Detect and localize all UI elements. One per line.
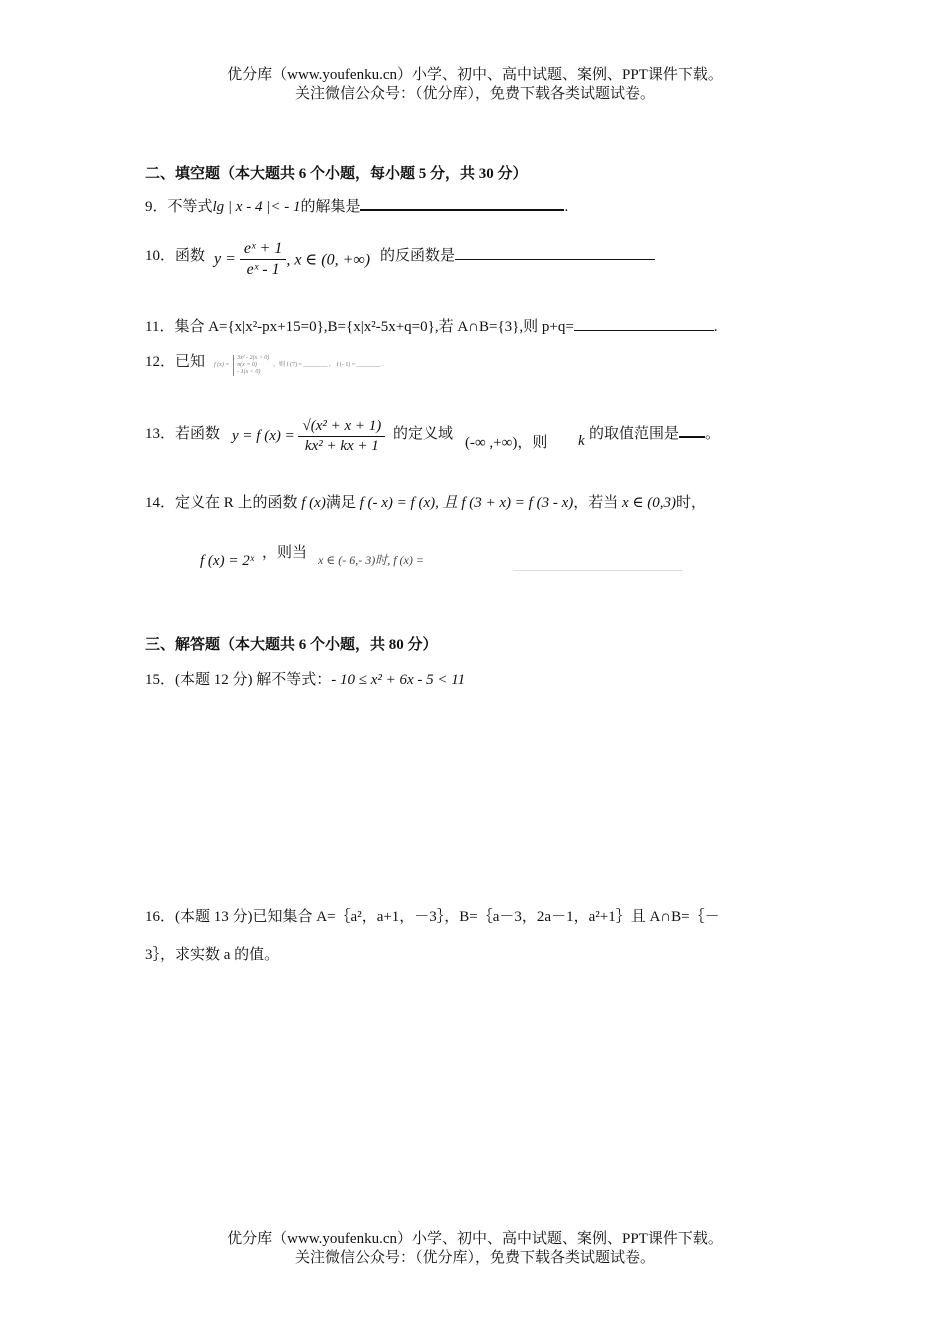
q13-fraction (298, 418, 385, 455)
question-9 (145, 195, 568, 216)
q9-suffix: 的解集是 (300, 199, 361, 215)
q15-expr: - 10 ≤ x² + 6x - 5 < 11 (331, 672, 466, 688)
q13-lhs: y = f (x) = (232, 428, 295, 444)
q13-k-wrap (578, 433, 585, 450)
q14-answer-blank (513, 570, 683, 571)
q14-eq1: f (- x) = f (x), 且 f (3 + x) = f (3 - x) (359, 495, 574, 511)
q10-label: 10．函数 (145, 248, 206, 264)
q10-domain: , x ∈ (0, +∞) (286, 251, 371, 269)
question-14 (145, 491, 706, 512)
q10-formula (214, 240, 370, 279)
q13-formula (232, 418, 385, 455)
section-2-title: 二、填空题（本大题共 6 个小题，每小题 5 分，共 30 分） (145, 166, 528, 182)
q14-line2 (200, 553, 254, 570)
q11-answer-blank (574, 330, 714, 331)
q12-case-1: 3x² - 2(x > 0) (237, 355, 270, 361)
q14-interval-2: x ∈ (- 6,- 3)时, f (x) = (318, 553, 424, 567)
q9-label: 9．不等式 (145, 199, 213, 215)
q12-tail: ，则 f (7) = ________ ， f (- 1) = ________ . (273, 362, 384, 368)
q12-fx: f (x) = (214, 362, 230, 368)
q9-end: . (564, 199, 569, 215)
q10-fraction (240, 240, 286, 279)
q12-case-2: π(x = 0) (237, 362, 257, 368)
q10-lhs: y = (214, 250, 236, 268)
q9-answer-blank (360, 209, 564, 211)
q13-label: 13．若函数 (145, 426, 221, 442)
section-3-title: 三、解答题（本大题共 6 个小题，共 80 分） (145, 637, 438, 653)
question-11 (145, 315, 718, 336)
q9-expr: lg | x - 4 |< - 1 (212, 199, 301, 215)
q10-suffix: 的反函数是 (380, 248, 456, 264)
q13-tail (393, 422, 453, 443)
q14-fx-2x: f (x) = 2ˣ (200, 553, 254, 569)
q14-label: 14．定义在 R 上的函数 (145, 495, 298, 511)
page-header (0, 66, 950, 104)
q13-numerator: √(x² + x + 1) (298, 418, 385, 437)
q13-comma: ，则 (517, 435, 548, 451)
question-15 (145, 668, 465, 689)
q14-when: 时， (676, 495, 707, 511)
question-16-line-2: 3｝，求实数 a 的值。 (145, 947, 280, 963)
q14-line2-then (262, 541, 307, 562)
q13-domain-wrap (465, 431, 547, 452)
q14-line2-interval (318, 551, 424, 568)
question-16-line-1: 16．(本题 13 分)已知集合 A=｛a²，a+1，－3｝，B=｛a－3，2a－1，a²+1｝且 A∩B=｛－ (145, 909, 720, 925)
q10-denominator: eˣ - 1 (246, 261, 280, 278)
header-line-1: 优分库（www.youfenku.cn）小学、初中、高中试题、案例、PPT课件下载。 (227, 67, 723, 83)
header-line-2: 关注微信公众号：（优分库），免费下载各类试题试卷。 (294, 86, 655, 102)
q13-suffix: 的取值范围是 (589, 426, 680, 442)
q13-denominator: kx² + kx + 1 (304, 438, 379, 454)
q10-numerator: eˣ + 1 (240, 240, 286, 260)
page-footer (0, 1230, 950, 1268)
question-13 (145, 422, 220, 443)
q11-end: . (713, 319, 718, 335)
q13-mid: 的定义域 (393, 426, 454, 442)
q13-domain: (-∞ ,+∞) (465, 435, 518, 451)
q13-answer-blank (679, 436, 705, 438)
q14-cond1: 满足 (325, 495, 356, 511)
q12-cases (233, 355, 269, 376)
q14-cond2: ，若当 (573, 495, 619, 511)
question-12 (145, 350, 205, 371)
q10-answer-blank (455, 259, 655, 260)
q12-piecewise (214, 355, 384, 376)
q11-text: 11．集合 A={x|x²-px+15=0},B={x|x²-5x+q=0},若 A∩B={3},则 p+q= (145, 319, 574, 335)
q12-label: 12．已知 (145, 354, 206, 370)
q14-interval: x ∈ (0,3) (622, 495, 677, 511)
q15-label: 15．(本题 12 分) 解不等式： (145, 672, 332, 688)
q14-then: ，则当 (262, 545, 308, 561)
q10-tail (380, 244, 655, 265)
q13-end: 。 (705, 426, 721, 442)
footer-line-1: 优分库（www.youfenku.cn）小学、初中、高中试题、案例、PPT课件下载。 (227, 1231, 723, 1247)
q13-suffix-wrap (589, 422, 720, 443)
question-10 (145, 244, 205, 265)
q14-fx: f (x) (301, 495, 326, 511)
q12-case-3: - 1(x < 0) (237, 369, 261, 375)
footer-line-2: 关注微信公众号：（优分库），免费下载各类试题试卷。 (294, 1250, 655, 1266)
q13-k: k (578, 433, 585, 449)
